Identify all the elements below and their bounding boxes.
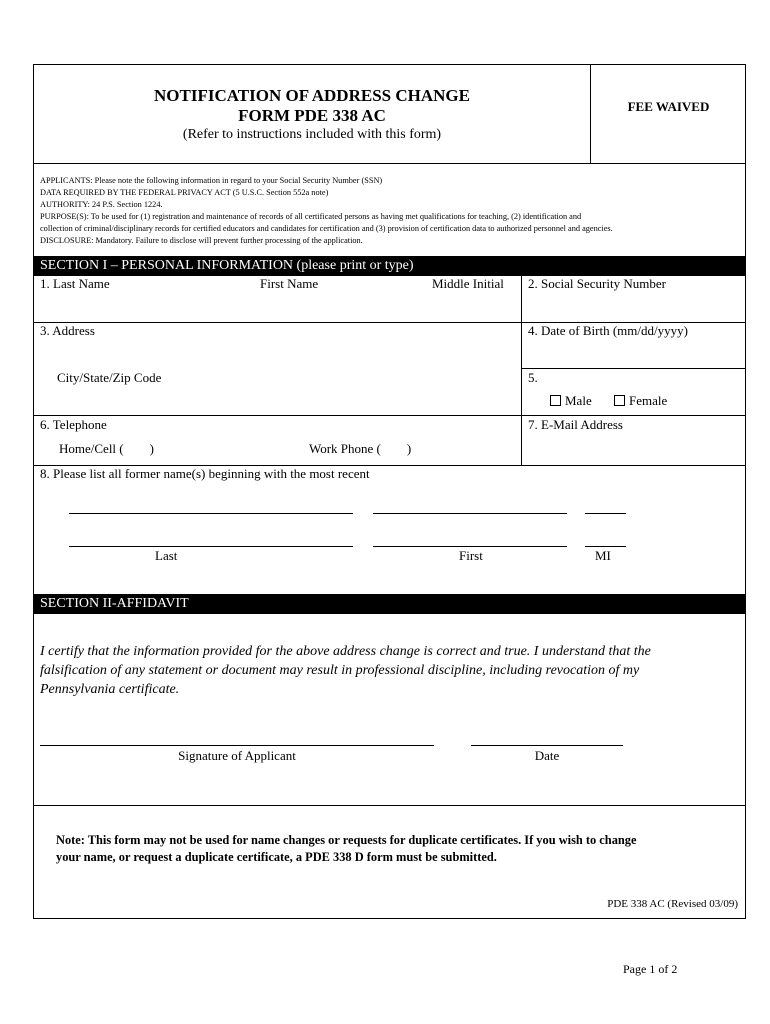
note-line: Note: This form may not be used for name changes or requests for duplicate certificates. If you wish to change	[56, 833, 637, 847]
female-label: Female	[629, 393, 668, 408]
privacy-line: AUTHORITY: 24 P.S. Section 1224.	[40, 200, 163, 209]
privacy-line: DATA REQUIRED BY THE FEDERAL PRIVACY ACT (5 U.S.C. Section 552a note)	[40, 188, 329, 197]
telephone-label: 6. Telephone	[40, 417, 107, 432]
row-rule	[34, 805, 745, 806]
row-rule	[521, 368, 745, 369]
privacy-notice	[40, 175, 613, 247]
page-number: Page 1 of 2	[623, 962, 678, 976]
name-input[interactable]	[40, 291, 515, 319]
former-mi-caption: MI	[595, 548, 611, 563]
former-last-line[interactable]	[69, 513, 353, 514]
header-rule	[34, 163, 745, 164]
section1-heading: SECTION I – PERSONAL INFORMATION (please print or type)	[34, 256, 745, 276]
date-caption: Date	[534, 748, 560, 763]
affidavit-line: falsification of any statement or document may result in professional discipline, including revocation of my	[40, 663, 640, 678]
section1-divider	[521, 276, 522, 466]
privacy-line: PURPOSE(S): To be used for (1) registration and maintenance of records of all certificated persons as having met qualifications for teaching, (2) identification and	[40, 212, 582, 221]
note-line: your name, or request a duplicate certificate, a PDE 338 D form must be submitted.	[56, 850, 497, 864]
female-option[interactable]	[614, 393, 667, 409]
female-checkbox[interactable]	[614, 395, 625, 406]
form-title: NOTIFICATION OF ADDRESS CHANGE	[154, 86, 470, 105]
former-mi-line[interactable]	[585, 513, 626, 514]
privacy-line: APPLICANTS: Please note the following information in regard to your Social Security Number (SSN)	[40, 176, 383, 185]
affidavit-text	[40, 642, 651, 699]
privacy-line: DISCLOSURE: Mandatory. Failure to disclose will prevent further processing of the application.	[40, 236, 363, 245]
date-line[interactable]	[471, 745, 623, 746]
work-phone-field[interactable]: Work Phone ( )	[309, 441, 412, 456]
first-name-label: First Name	[260, 276, 319, 291]
revision-label: PDE 338 AC (Revised 03/09)	[607, 898, 738, 910]
dob-input[interactable]	[526, 339, 741, 367]
section2-heading: SECTION II-AFFIDAVIT	[34, 594, 745, 614]
ssn-input[interactable]	[526, 291, 741, 319]
male-option[interactable]	[550, 393, 592, 409]
email-input[interactable]	[526, 433, 741, 461]
former-first-caption: First	[459, 548, 483, 563]
ssn-label: 2. Social Security Number	[528, 276, 666, 291]
affidavit-line: Pennsylvania certificate.	[40, 682, 180, 697]
dob-label: 4. Date of Birth (mm/dd/yyyy)	[528, 323, 688, 338]
field5-label: 5.	[528, 370, 538, 385]
form-frame	[33, 64, 746, 919]
former-last-caption: Last	[155, 548, 178, 563]
signature-caption: Signature of Applicant	[178, 748, 296, 763]
address-label: 3. Address	[40, 323, 95, 338]
signature-line[interactable]	[40, 745, 434, 746]
former-first-line[interactable]	[373, 546, 567, 547]
affidavit-line: I certify that the information provided for the above address change is correct and true. I understand that the	[40, 644, 651, 659]
former-names-label: 8. Please list all former name(s) beginning with the most recent	[40, 466, 370, 481]
male-checkbox[interactable]	[550, 395, 561, 406]
privacy-line: collection of criminal/disciplinary records for certified educators and candidates for certification and (3) provision of certification data to authorized personnel and agencies.	[40, 224, 613, 233]
city-label: City/State/Zip Code	[57, 370, 162, 385]
email-label: 7. E-Mail Address	[528, 417, 623, 432]
form-subtitle: (Refer to instructions included with this form)	[182, 127, 442, 142]
middle-initial-label: Middle Initial	[432, 276, 504, 291]
form-number: FORM PDE 338 AC	[238, 106, 386, 125]
city-input[interactable]	[40, 385, 515, 411]
home-phone-field[interactable]: Home/Cell ( )	[59, 441, 154, 456]
former-first-line[interactable]	[373, 513, 567, 514]
row-rule	[34, 415, 745, 416]
last-name-label: 1. Last Name	[40, 276, 110, 291]
former-mi-line[interactable]	[585, 546, 626, 547]
address-input[interactable]	[40, 339, 515, 367]
former-last-line[interactable]	[69, 546, 353, 547]
note-text	[56, 832, 636, 866]
fee-waived: FEE WAIVED	[627, 99, 710, 114]
male-label: Male	[565, 393, 592, 408]
